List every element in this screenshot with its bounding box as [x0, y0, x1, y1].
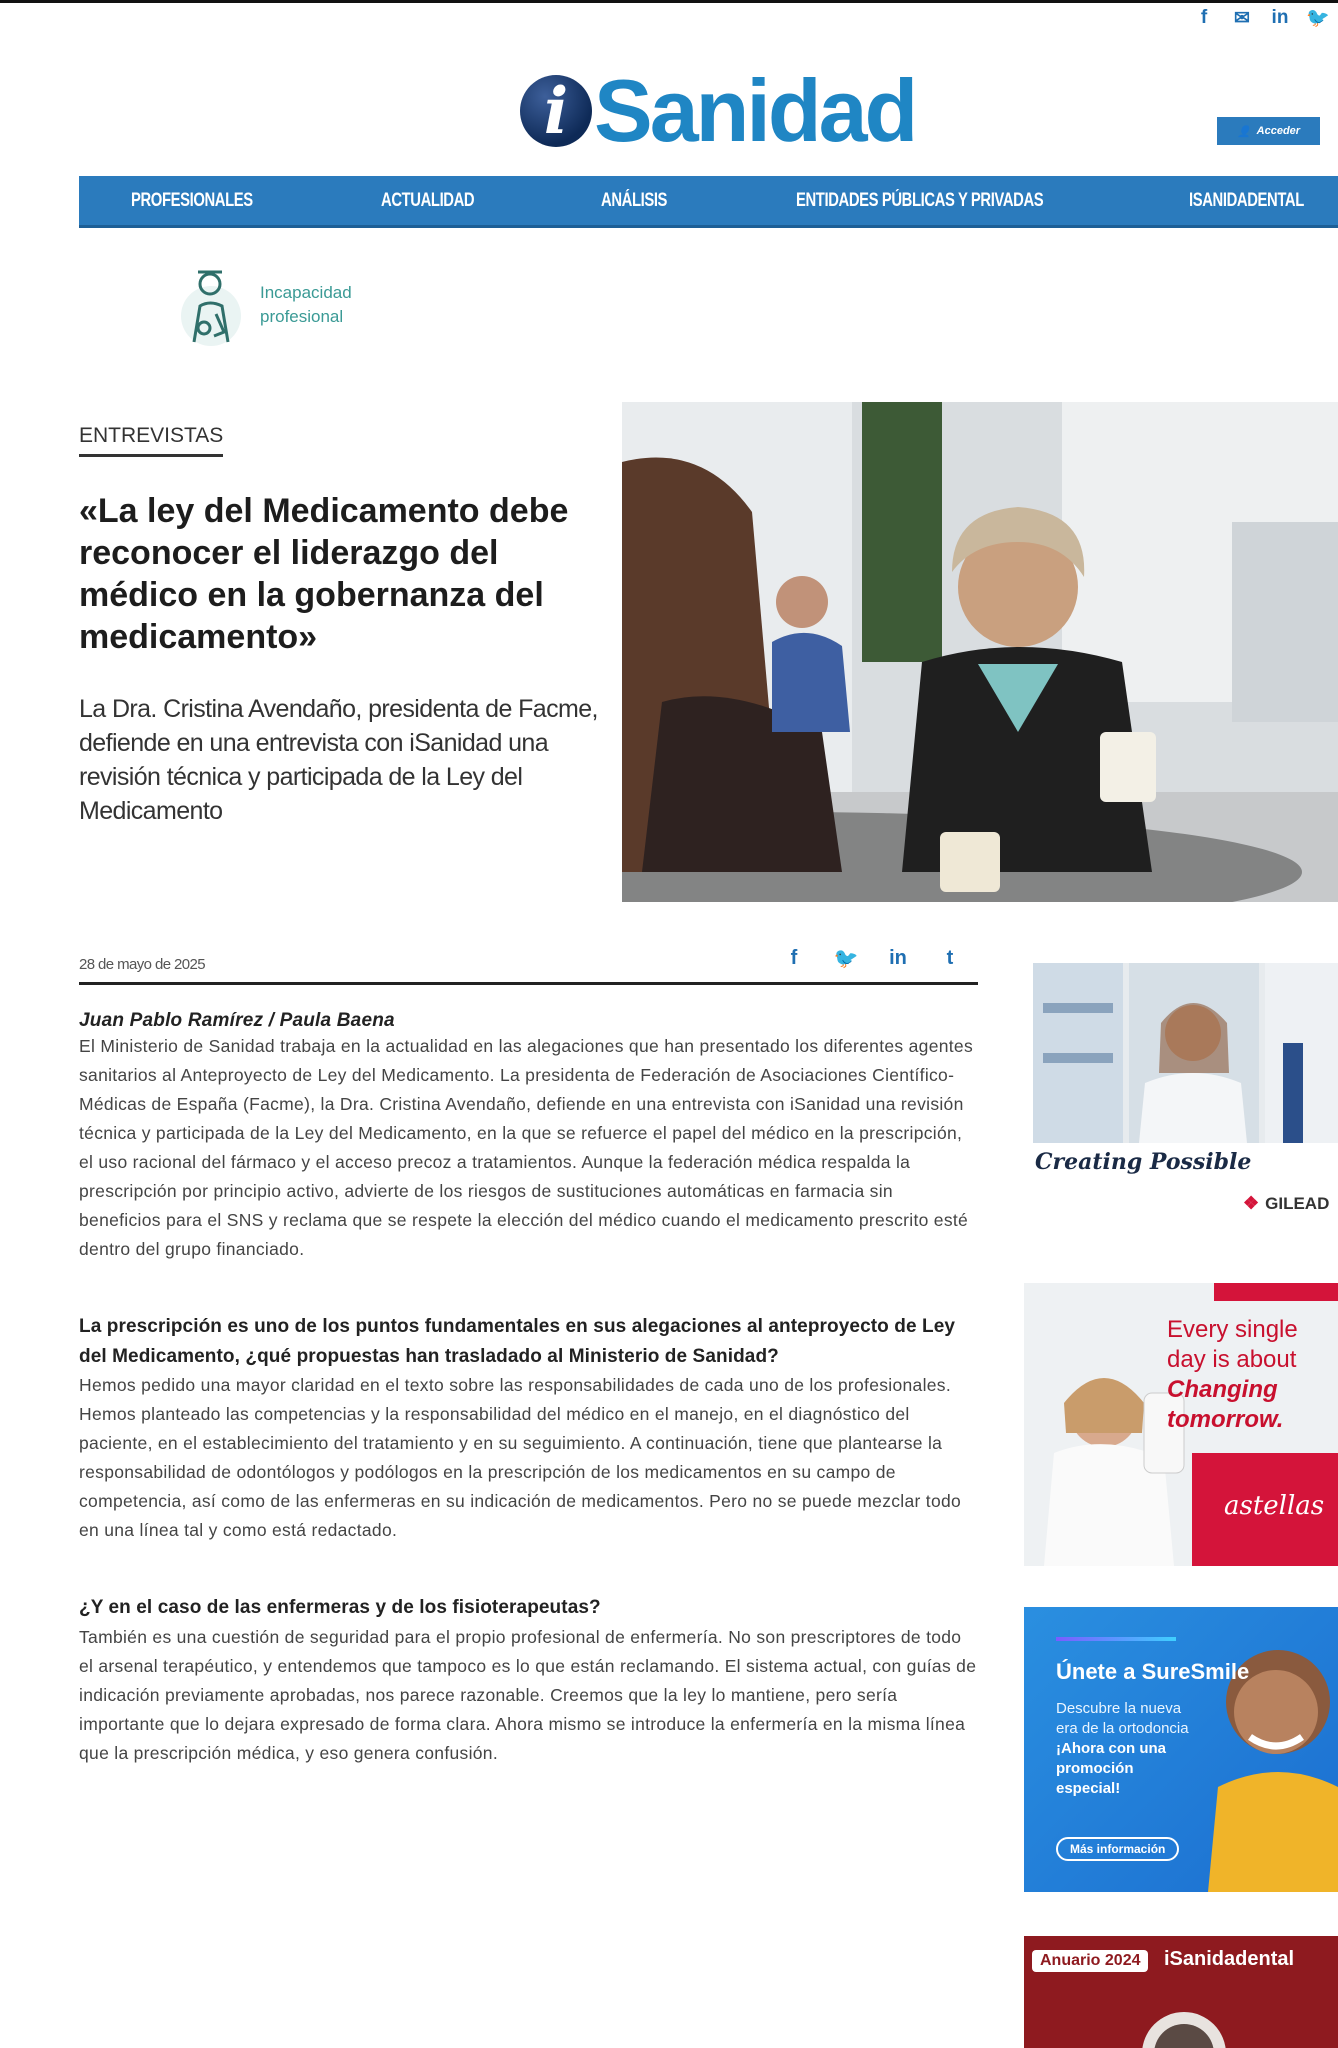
answer-2: También es una cuestión de seguridad para el propio profesional de enfermería. No son prescriptores de todo el arsenal terapéutico, y entendemos que tampoco es lo que están reclamando. El sistema actual, con guías de indicación previamente aprobadas, nos parece razonable. Creemos que la ley lo mantiene, pero sería importante que lo dejara expresado de forma clara. Ahora mismo se introduce la enfermería en la misma línea que la prescripción médica, y eso genera confusión.	[79, 1626, 977, 1763]
logo-wordmark: Sanidad	[594, 61, 916, 160]
article-date: 28 de mayo de 2025	[79, 956, 205, 973]
promo-incapacidad[interactable]	[176, 262, 352, 348]
social-links	[1192, 6, 1330, 30]
twitter-icon[interactable]: 🐦	[1306, 8, 1330, 29]
section-label[interactable]: ENTREVISTAS	[79, 424, 223, 457]
linkedin-icon[interactable]: in	[1271, 7, 1289, 28]
ad-anuario[interactable]	[1024, 1936, 1338, 2048]
suresmile-promo-2: promoción	[1056, 1760, 1134, 1777]
astellas-line-2: day is about	[1167, 1346, 1297, 1373]
twitter-share-icon[interactable]: 🐦	[833, 947, 859, 970]
nav-item-entidades[interactable]: ENTIDADES PÚBLICAS Y PRIVADAS	[796, 189, 1044, 211]
suresmile-body-1: Descubre la nueva	[1056, 1700, 1182, 1717]
suresmile-promo-1: ¡Ahora con una	[1056, 1740, 1167, 1757]
promo-line-1: Incapacidad	[260, 283, 352, 302]
top-border	[0, 0, 1338, 3]
suresmile-body-2: era de la ortodoncia	[1056, 1720, 1189, 1737]
article-body	[79, 1010, 979, 1768]
article-intro: El Ministerio de Sanidad trabaja en la actualidad en las alegaciones que han presentado los diferentes agentes sanitarios al Anteproyecto de Ley del Medicamento. La presidenta de Federación de Asociaciones Científico-Médicas de España (Facme), la Dra. Cristina Avendaño, defiende en una entrevista con iSanidad una revisión técnica y participada de la Ley del Medicamento, en la que se refuerce el papel del médico en la prescripción, el uso racional del fármaco y el acceso precoz a tratamientos. Aunque la federación médica respalda la prescripción por principio activo, advierte de los riesgos de sustituciones automáticas en farmacia sin beneficios para el SNS y reclama que se respete la elección del médico cuando el medicamento prescrito esté dentro del grupo financiado.	[79, 1036, 974, 1259]
anuario-brand: iSanidadental	[1164, 1948, 1295, 1970]
site-logo[interactable]	[520, 62, 915, 160]
question-2: ¿Y en el caso de las enfermeras y de los fisioterapeutas?	[79, 1597, 601, 1618]
gilead-logo-icon: ❖	[1243, 1193, 1260, 1213]
share-buttons	[782, 946, 962, 970]
article-headline: «La ley del Medicamento debe reconocer el liderazgo del médico en la gobernanza del medicamento»	[79, 492, 569, 656]
astellas-line-3: Changing	[1167, 1376, 1278, 1403]
main-nav	[79, 176, 1338, 228]
astellas-brand: astellas	[1224, 1491, 1325, 1521]
astellas-line-1: Every single	[1167, 1316, 1298, 1343]
login-label: Acceder	[1256, 125, 1301, 137]
nav-item-analisis[interactable]: ANÁLISIS	[601, 189, 668, 211]
promo-line-2: profesional	[260, 307, 344, 326]
email-icon[interactable]: ✉	[1234, 7, 1250, 29]
anuario-label: Anuario 2024	[1032, 1950, 1148, 1972]
suresmile-promo-3: especial!	[1056, 1780, 1121, 1797]
doctor-icon	[176, 262, 246, 348]
logo-i-mark: i	[520, 75, 592, 147]
nav-item-profesionales[interactable]: PROFESIONALES	[131, 189, 253, 211]
suresmile-cta-button[interactable]: Más información	[1056, 1837, 1179, 1861]
tumblr-share-icon[interactable]: t	[946, 946, 954, 969]
answer-1: Hemos pedido una mayor claridad en el texto sobre las responsabilidades de cada uno de los profesionales. Hemos planteado las competencias y la responsabilidad del médico en el manejo, en el diagnóstico del paciente, en el establecimiento del tratamiento y en su seguimiento. A continuación, tiene que plantearse la responsabilidad de odontólogos y podólogos en la prescripción de los medicamentos en su campo de competencia, así como de las enfermeras en su indicación de medicamentos. Pero no se puede mezclar todo en una línea tal y como está redactado.	[79, 1375, 962, 1540]
ad-suresmile[interactable]	[1024, 1607, 1338, 1892]
user-icon: 👤	[1236, 125, 1251, 138]
linkedin-share-icon[interactable]: in	[889, 946, 907, 969]
suresmile-title: Únete a SureSmile	[1056, 1659, 1250, 1684]
hero-photo	[622, 402, 1338, 902]
divider	[79, 982, 978, 985]
facebook-icon[interactable]: f	[1200, 7, 1208, 28]
astellas-line-4: tomorrow.	[1167, 1406, 1284, 1433]
ad-astellas[interactable]	[1024, 1283, 1338, 1566]
ad-gilead[interactable]	[1033, 963, 1338, 1223]
question-1: La prescripción es uno de los puntos fundamentales en sus alegaciones al anteproyecto de Ley del Medicamento, ¿qué propuestas han trasladado al Ministerio de Sanidad?	[79, 1316, 956, 1367]
article-author: Juan Pablo Ramírez / Paula Baena	[79, 1010, 395, 1031]
login-button[interactable]	[1217, 117, 1320, 145]
gilead-brand: GILEAD	[1265, 1193, 1330, 1213]
facebook-share-icon[interactable]: f	[790, 946, 798, 969]
article-subhead: La Dra. Cristina Avendaño, presidenta de Facme, defiende en una entrevista con iSanidad una revisión técnica y participada de la Ley del Medicamento	[79, 695, 598, 825]
gilead-slogan: Creating Possible	[1035, 1149, 1252, 1175]
nav-item-actualidad[interactable]: ACTUALIDAD	[381, 189, 475, 211]
nav-item-isanidadental[interactable]: ISANIDADENTAL	[1189, 189, 1304, 211]
